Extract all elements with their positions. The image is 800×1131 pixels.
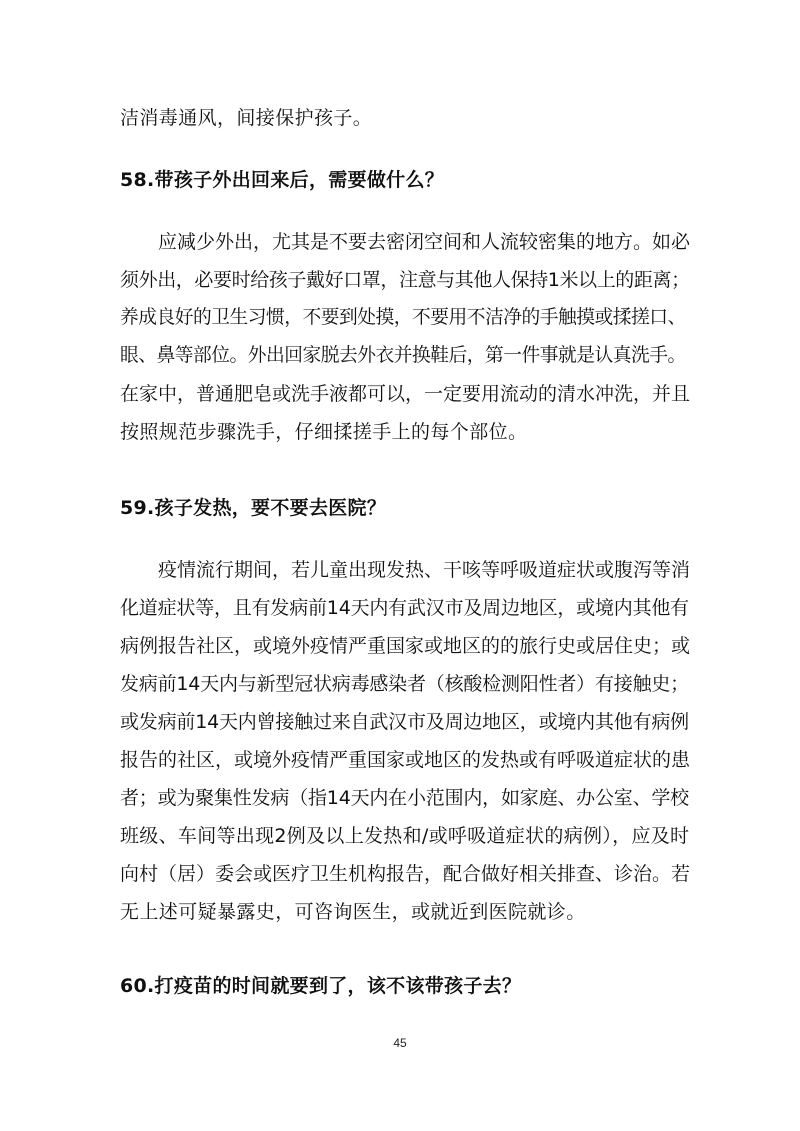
paragraph-line: 应减少外出，尤其是不要去密闭空间和人流较密集的地方。如必 [158,231,691,253]
paragraph-line: 发病前14天内与新型冠状病毒感染者（核酸检测阳性者）有接触史； [120,673,689,695]
paragraph-line: 无上述可疑暴露史，可咨询医生，或就近到医院就诊。 [120,901,586,923]
paragraph-line: 在家中，普通肥皂或洗手液都可以，一定要用流动的清水冲洗，并且 [120,383,691,405]
paragraph-line: 化道症状等，且有发病前14天内有武汉市及周边地区，或境内其他有 [120,597,689,619]
question-58-heading: 58.带孩子外出回来后，需要做什么？ [120,169,445,191]
paragraph-line: 或发病前14天内曾接触过来自武汉市及周边地区，或境内其他有病例 [120,711,689,733]
paragraph-line: 班级、车间等出现2例及以上发热和/或呼吸道症状的病例），应及时 [120,825,690,847]
question-60-heading: 60.打疫苗的时间就要到了，该不该带孩子去？ [120,975,522,997]
page-number: 45 [393,1036,407,1050]
paragraph-line: 养成良好的卫生习惯，不要到处摸，不要用不洁净的手触摸或揉搓口、 [120,307,686,328]
paragraph-line: 病例报告社区，或境外疫情严重国家或地区的的旅行史或居住史；或 [120,635,691,657]
paragraph-line: 疫情流行期间，若儿童出现发热、干咳等呼吸道症状或腹泻等消 [158,559,691,581]
paragraph-line: 须外出，必要时给孩子戴好口罩，注意与其他人保持1米以上的距离； [120,269,690,291]
question-59-heading: 59.孩子发热，要不要去医院？ [120,497,387,519]
paragraph-line: 者；或为聚集性发病（指14天内在小范围内，如家庭、办公室、学校 [120,787,689,809]
continued-paragraph-line: 洁消毒通风，间接保护孩子。 [120,107,373,129]
paragraph-line: 眼、鼻等部位。外出回家脱去外衣并换鞋后，第一件事就是认真洗手。 [120,345,686,366]
paragraph-line: 报告的社区，或境外疫情严重国家或地区的发热或有呼吸道症状的患 [120,749,691,771]
paragraph-line: 向村（居）委会或医疗卫生机构报告，配合做好相关排查、诊治。若 [120,863,691,885]
paragraph-line: 按照规范步骤洗手，仔细揉搓手上的每个部位。 [120,421,528,443]
